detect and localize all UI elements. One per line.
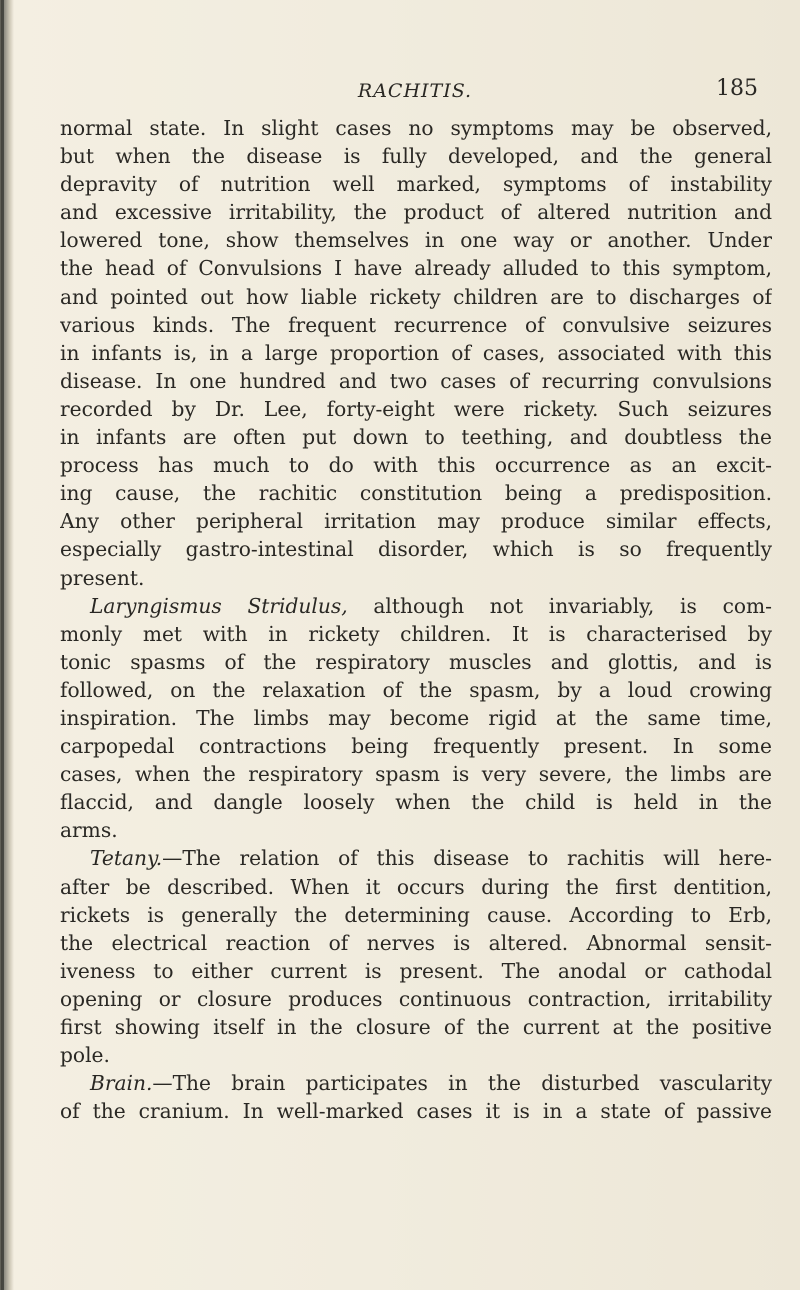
text-line: followed, on the relaxation of the spasm, by a loud crowing — [60, 677, 772, 702]
text-line: disease. In one hundred and two cases of recurring convulsions — [60, 368, 772, 393]
running-title: RACHITIS. — [357, 80, 473, 102]
page-number: 185 — [716, 76, 758, 101]
text-line: rickets is generally the determining cause. According to Erb, — [60, 902, 772, 927]
text-line: especially gastro-intestinal disorder, which is so frequently — [60, 537, 772, 562]
paragraph-laryngismus — [60, 592, 772, 845]
binding-edge — [1, 0, 4, 1290]
text-line: after be described. When it occurs during the first dentition, — [60, 874, 772, 899]
text-line: cases, when the respiratory spasm is very severe, the limbs are — [60, 762, 772, 787]
text-line: lowered tone, show themselves in one way or another. Under — [60, 228, 772, 253]
text-line: recorded by Dr. Lee, forty-eight were rickety. Such seizures — [60, 396, 772, 421]
text-line: but when the disease is fully developed, and the general — [60, 144, 772, 169]
text-line: in infants is, in a large proportion of cases, associated with this — [60, 340, 772, 365]
text-line: of the cranium. In well-marked cases it is in a state of passive — [60, 1099, 772, 1124]
text-line — [60, 1069, 772, 1097]
text-line: arms. — [60, 818, 118, 843]
section-heading-laryngismus: Laryngismus Stridulus, — [90, 593, 348, 618]
paragraph-tetany — [60, 844, 772, 1069]
text-line: and excessive irritability, the product of altered nutrition and — [60, 200, 772, 225]
running-head — [60, 76, 770, 112]
text-run: —The relation of this disease to rachitis will here- — [162, 846, 772, 871]
text-line: pole. — [60, 1043, 110, 1068]
text-line: flaccid, and dangle loosely when the child is held in the — [60, 790, 772, 815]
text-line: Any other peripheral irritation may produce similar effects, — [60, 509, 772, 534]
text-line: various kinds. The frequent recurrence of convulsive seizures — [60, 312, 772, 337]
section-heading-tetany: Tetany. — [90, 846, 163, 871]
text-line — [60, 844, 772, 872]
text-line — [60, 592, 772, 620]
section-heading-brain: Brain. — [90, 1071, 153, 1096]
text-line: iveness to either current is present. The anodal or cathodal — [60, 958, 772, 983]
text-line: ing cause, the rachitic constitution being a predisposition. — [60, 481, 772, 506]
text-line: the head of Convulsions I have already alluded to this symptom, — [60, 256, 772, 281]
text-line: present. — [60, 565, 145, 590]
paragraph-instability — [60, 114, 772, 592]
text-line: the electrical reaction of nerves is altered. Abnormal sensit- — [60, 930, 772, 955]
text-line: in infants are often put down to teething, and doubtless the — [60, 425, 772, 450]
text-line: opening or closure produces continuous contraction, irritability — [60, 986, 772, 1011]
text-line: inspiration. The limbs may become rigid at the same time, — [60, 705, 772, 730]
text-line: monly met with in rickety children. It is characterised by — [60, 621, 772, 646]
text-line: carpopedal contractions being frequently present. In some — [60, 734, 772, 759]
paragraph-brain — [60, 1069, 772, 1125]
text-line: process has much to do with this occurrence as an excit- — [60, 453, 772, 478]
text-line: and pointed out how liable rickety children are to discharges of — [60, 284, 772, 309]
body-text — [60, 114, 772, 1125]
text-run: although not invariably, is com- — [347, 593, 772, 618]
text-line: depravity of nutrition well marked, symptoms of instability — [60, 172, 772, 197]
text-run: —The brain participates in the disturbed vascularity — [152, 1071, 772, 1096]
text-line: normal state. In slight cases no symptoms may be observed, — [60, 116, 772, 140]
text-line: tonic spasms of the respiratory muscles and glottis, and is — [60, 649, 772, 674]
text-line: first showing itself in the closure of the current at the positive — [60, 1015, 772, 1039]
